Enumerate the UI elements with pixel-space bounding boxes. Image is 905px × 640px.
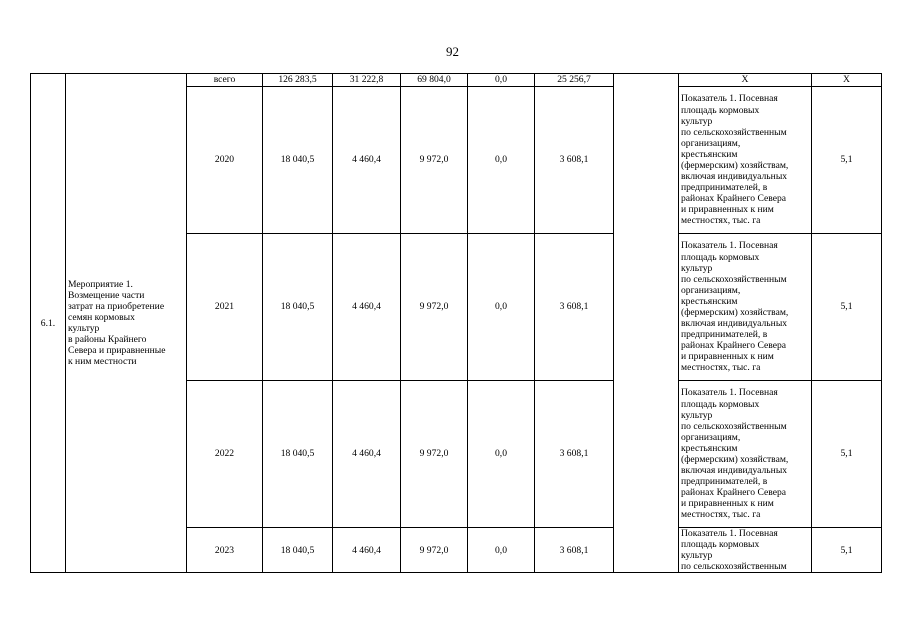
value-1-cell: 18 040,5: [263, 381, 333, 528]
value-5-cell: 3 608,1: [535, 87, 614, 234]
value-4-cell: 0,0: [468, 381, 535, 528]
program-table: [30, 73, 882, 573]
indicator-value: 5,1: [812, 528, 882, 573]
total-value-5: 25 256,7: [535, 74, 614, 87]
total-indicator-value: Х: [812, 74, 882, 87]
year-cell: 2020: [187, 87, 263, 234]
table-row-total: [31, 74, 882, 87]
value-3-cell: 9 972,0: [401, 87, 468, 234]
event-name: Мероприятие 1. Возмещение части затрат на приобретение семян кормовых культур в районы Крайнего Севера и приравненные к ним местности: [66, 74, 187, 573]
indicator-name: Показатель 1. Посевная площадь кормовых культур по сельскохозяйственным: [679, 528, 812, 573]
total-value-3: 69 804,0: [401, 74, 468, 87]
value-5-cell: 3 608,1: [535, 381, 614, 528]
total-value-1: 126 283,5: [263, 74, 333, 87]
year-cell: 2021: [187, 234, 263, 381]
indicator-value: 5,1: [812, 381, 882, 528]
value-2-cell: 4 460,4: [333, 234, 401, 381]
value-4-cell: 0,0: [468, 234, 535, 381]
value-2-cell: 4 460,4: [333, 528, 401, 573]
total-label: всего: [187, 74, 263, 87]
indicator-name: Показатель 1. Посевная площадь кормовых культур по сельскохозяйственным организациям, крестьянским (фермерским) хозяйствам, включая индивидуальных предпринимателей, в районах Крайнего Севера и приравненных к ним местностях, тыс. га: [679, 87, 812, 234]
value-5-cell: 3 608,1: [535, 234, 614, 381]
value-1-cell: 18 040,5: [263, 234, 333, 381]
total-indicator-name: Х: [679, 74, 812, 87]
value-3-cell: 9 972,0: [401, 234, 468, 381]
value-4-cell: 0,0: [468, 528, 535, 573]
value-2-cell: 4 460,4: [333, 381, 401, 528]
value-5-cell: 3 608,1: [535, 528, 614, 573]
value-1-cell: 18 040,5: [263, 87, 333, 234]
value-3-cell: 9 972,0: [401, 381, 468, 528]
value-4-cell: 0,0: [468, 87, 535, 234]
total-value-2: 31 222,8: [333, 74, 401, 87]
value-2-cell: 4 460,4: [333, 87, 401, 234]
value-1-cell: 18 040,5: [263, 528, 333, 573]
event-number: 6.1.: [31, 74, 66, 573]
year-cell: 2023: [187, 528, 263, 573]
total-value-4: 0,0: [468, 74, 535, 87]
page-number: 92: [446, 44, 459, 59]
indicator-name: Показатель 1. Посевная площадь кормовых культур по сельскохозяйственным организациям, крестьянским (фермерским) хозяйствам, включая индивидуальных предпринимателей, в районах Крайнего Севера и приравненных к ним местностях, тыс. га: [679, 381, 812, 528]
empty-column: [614, 74, 679, 573]
indicator-name: Показатель 1. Посевная площадь кормовых культур по сельскохозяйственным организациям, крестьянским (фермерским) хозяйствам, включая индивидуальных предпринимателей, в районах Крайнего Севера и приравненных к ним местностях, тыс. га: [679, 234, 812, 381]
value-3-cell: 9 972,0: [401, 528, 468, 573]
year-cell: 2022: [187, 381, 263, 528]
indicator-value: 5,1: [812, 87, 882, 234]
indicator-value: 5,1: [812, 234, 882, 381]
